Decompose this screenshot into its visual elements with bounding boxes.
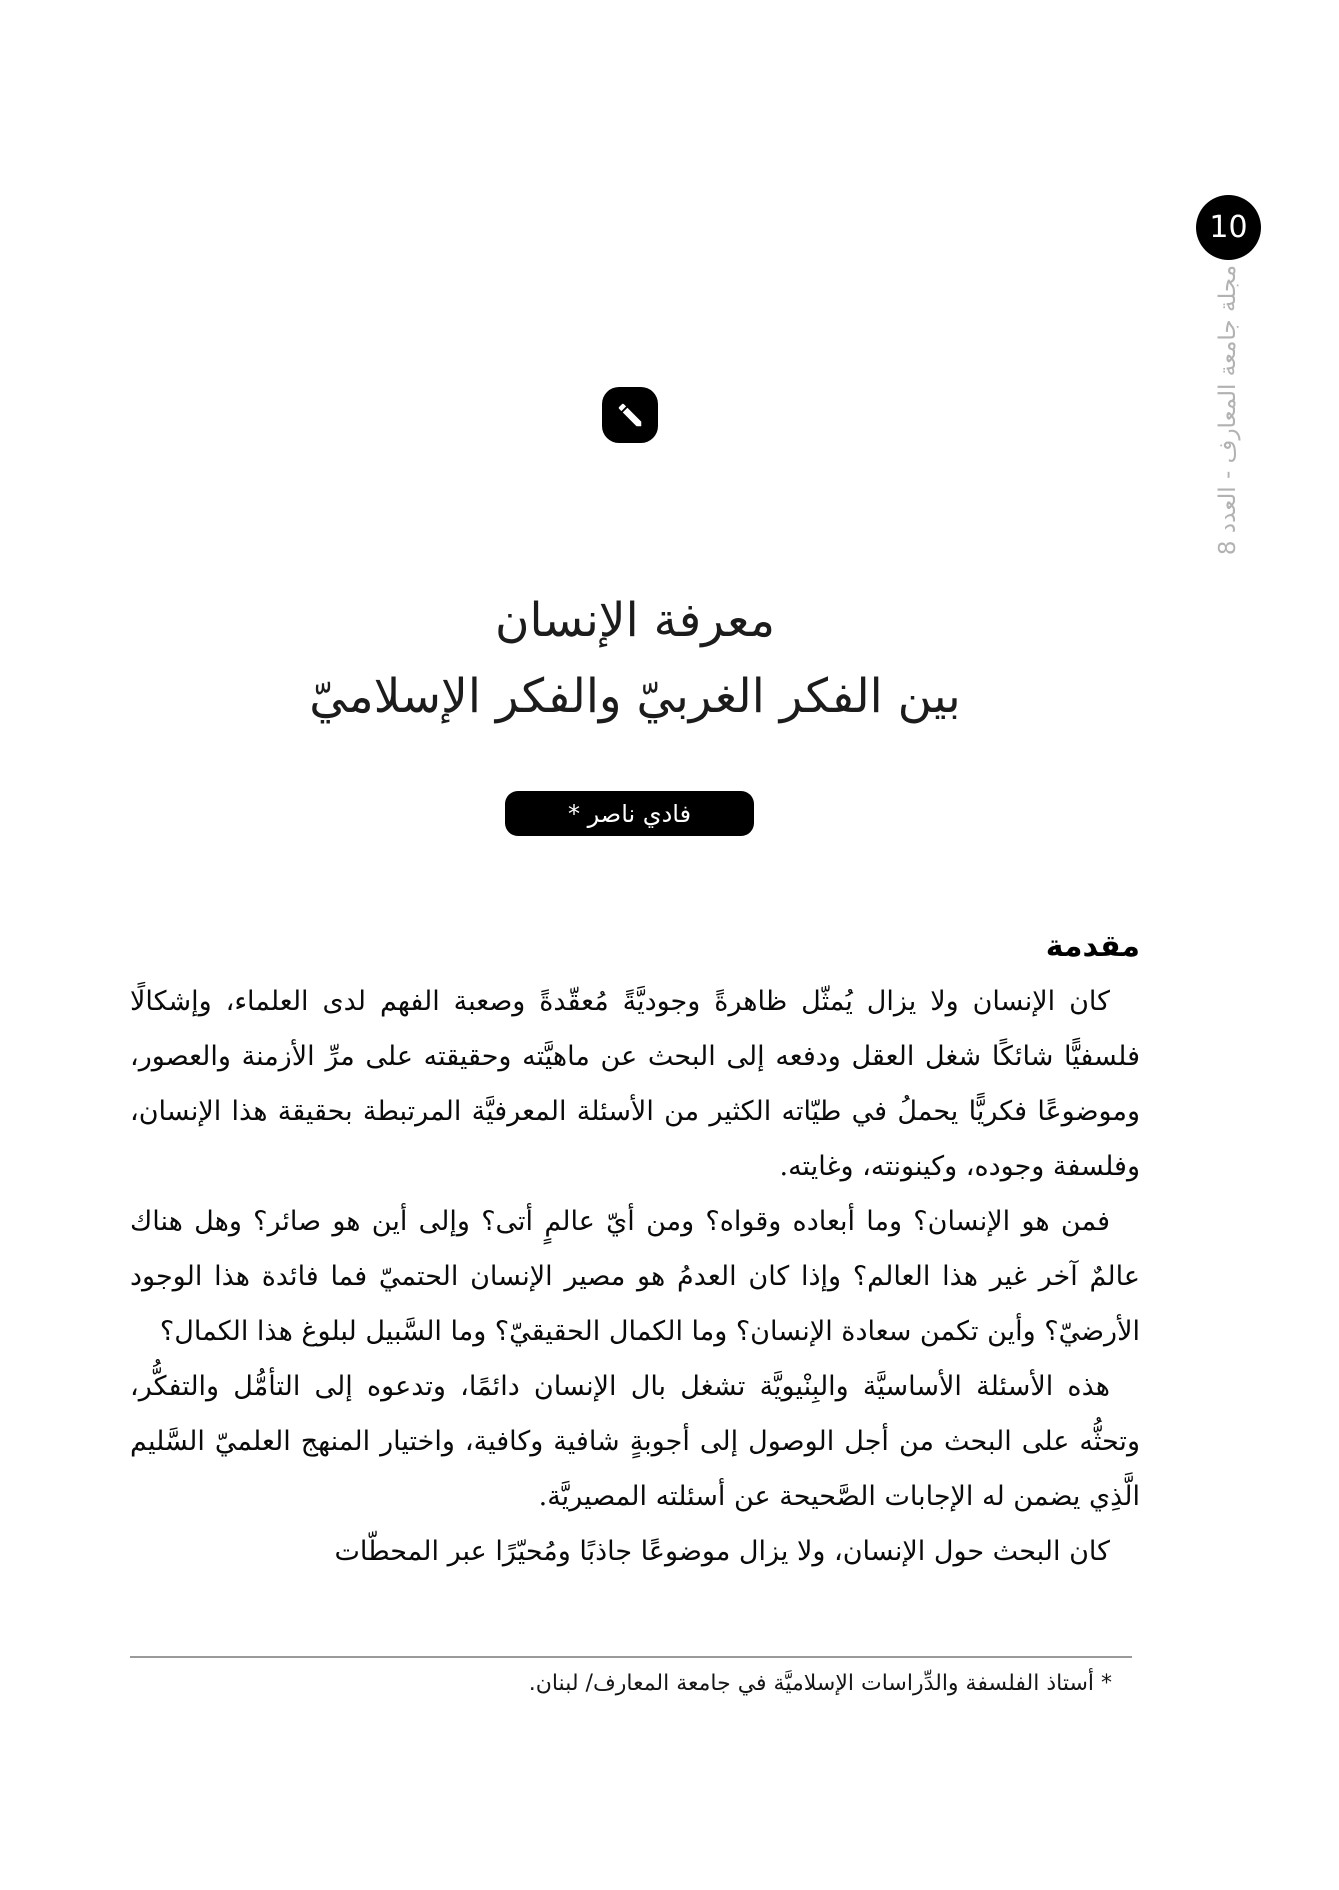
article-body [130, 924, 1140, 1579]
pencil-badge [602, 387, 658, 443]
paragraph-4: كان البحث حول الإنسان، ولا يزال موضوعًا جاذبًا ومُحيّرًا عبر المحطّات [334, 1536, 1110, 1567]
footnote-separator [130, 1656, 1132, 1658]
author-name: فادي ناصر * [567, 799, 692, 828]
paragraph-1: كان الإنسان ولا يزال يُمثّل ظاهرةً وجوديَّةً مُعقّدةً وصعبة الفهم لدى العلماء، وإشكالًا فلسفيًّا شائكًا شغل العقل ودفعه إلى البحث عن ماهيَّته وحقيقته على مرِّ الأزمنة والعصور، وموضوعًا فكريًّا يحملُ في طيّاته الكثير من الأسئلة المعرفيَّة المرتبطة بحقيقة هذا الإنسان، وفلسفة وجوده، وكينونته، وغايته. [130, 986, 1140, 1182]
section-heading: مقدمة [1045, 929, 1140, 964]
title-line-2: بين الفكر الغربيّ والفكر الإسلاميّ [309, 669, 961, 724]
paragraph-2: فمن هو الإنسان؟ وما أبعاده وقواه؟ ومن أيّ عالمٍ أتى؟ وإلى أين هو صائر؟ وهل هناك عالمٌ آخر غير هذا العالم؟ وإذا كان العدمُ هو مصير الإنسان الحتميّ فما فائدة هذا الوجود الأرضيّ؟ وأين تكمن سعادة الإنسان؟ وما الكمال الحقيقيّ؟ وما السَّبيل لبلوغ هذا الكمال؟ [130, 1206, 1140, 1347]
page-number-badge [1196, 195, 1261, 260]
article-title [130, 583, 1140, 735]
paragraph-3: هذه الأسئلة الأساسيَّة والبِنْيويَّة تشغل بال الإنسان دائمًا، وتدعوه إلى التأمُّل والتفكُّر، وتحثُّه على البحث من أجل الوصول إلى أجوبةٍ شافية وكافية، واختيار المنهج العلميّ السَّليم الَّذِي يضمن له الإجابات الصَّحيحة عن أسئلته المصيريَّة. [130, 1371, 1140, 1512]
title-line-1: معرفة الإنسان [494, 593, 776, 648]
page-number: 10 [1209, 210, 1248, 245]
pencil-icon [615, 400, 645, 430]
footnote: * أستاذ الفلسفة والدِّراسات الإسلاميَّة في جامعة المعارف/ لبنان. [528, 1671, 1112, 1696]
author-badge [505, 791, 754, 836]
journal-sidebar-text: مجلة جامعة المعارف - العدد 8 [1215, 264, 1241, 556]
